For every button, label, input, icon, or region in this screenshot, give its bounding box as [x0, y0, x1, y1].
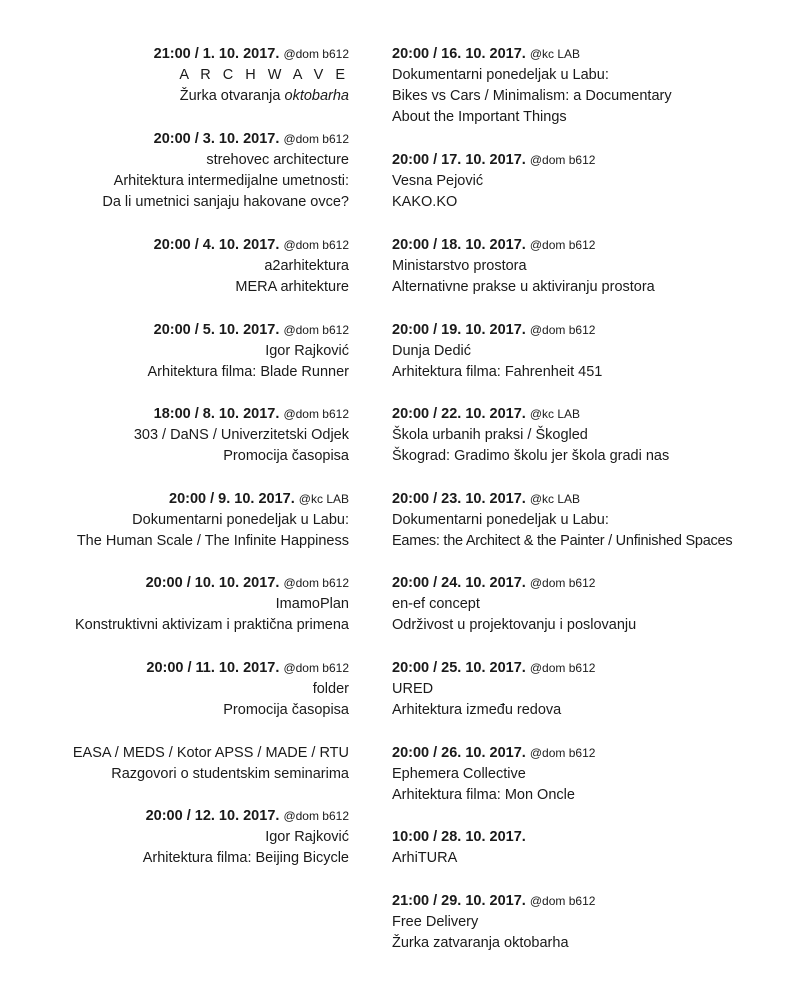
event-datetime: 20:00 / 23. 10. 2017. @kc LAB: [392, 491, 581, 507]
event-subtitle: Da li umetnici sanjaju hakovane ovce?: [102, 194, 349, 210]
event-subtitle: Eames: the Architect & the Painter / Unfinished Spaces: [392, 533, 733, 549]
event-datetime: 20:00 / 9. 10. 2017. @kc LAB: [169, 491, 349, 507]
event-title: Dunja Dedić: [392, 343, 471, 359]
event-oct-29: [392, 891, 800, 954]
event-venue: @dom b612: [283, 661, 349, 675]
event-oct-18: [392, 235, 800, 298]
event-title: Dokumentarni ponedeljak u Labu:: [132, 512, 349, 528]
event-subtitle: Arhitektura filma: Fahrenheit 451: [392, 364, 603, 380]
event-venue: @dom b612: [283, 132, 349, 146]
event-title: Free Delivery: [392, 914, 479, 930]
event-datetime: 20:00 / 10. 10. 2017. @dom b612: [145, 575, 349, 591]
event-title: Igor Rajković: [265, 829, 349, 845]
event-datetime: 20:00 / 5. 10. 2017. @dom b612: [153, 322, 349, 338]
event-subtitle: About the Important Things: [392, 109, 567, 125]
event-subtitle: Arhitektura filma: Beijing Bicycle: [142, 850, 349, 866]
event-oct-19: [392, 320, 800, 383]
event-datetime: 20:00 / 25. 10. 2017. @dom b612: [392, 660, 596, 676]
event-venue: @dom b612: [529, 576, 596, 590]
event-datetime: 20:00 / 17. 10. 2017. @dom b612: [392, 152, 596, 168]
event-subtitle: Održivost u projektovanju i poslovanju: [392, 617, 637, 633]
event-subtitle: Alternativne prakse u aktiviranju prostora: [392, 279, 655, 295]
event-subtitle: Razgovori o studentskim seminarima: [111, 766, 349, 782]
event-venue: @dom b612: [529, 238, 596, 252]
event-datetime: 20:00 / 18. 10. 2017. @dom b612: [392, 237, 596, 253]
event-subtitle: Arhitektura filma: Mon Oncle: [392, 787, 575, 803]
event-subtitle: Arhitektura između redova: [392, 702, 562, 718]
event-title: Ephemera Collective: [392, 766, 526, 782]
event-title: EASA / MEDS / Kotor APSS / MADE / RTU: [72, 745, 349, 761]
event-venue: @kc LAB: [529, 492, 581, 506]
event-oct-22: [392, 404, 800, 467]
event-oct-12: [0, 806, 349, 869]
event-title: Škola urbanih praksi / Škogled: [392, 427, 588, 443]
event-datetime: 21:00 / 1. 10. 2017. @dom b612: [153, 46, 349, 62]
event-venue: @dom b612: [283, 47, 349, 61]
event-datetime: 10:00 / 28. 10. 2017.: [392, 829, 526, 845]
event-title: Ministarstvo prostora: [392, 258, 527, 274]
event-venue: @kc LAB: [529, 407, 581, 421]
event-datetime: 20:00 / 4. 10. 2017. @dom b612: [153, 237, 349, 253]
event-oct-28: [392, 827, 800, 869]
event-title: 303 / DaNS / Univerzitetski Odjek: [133, 427, 349, 443]
event-subtitle: Konstruktivni aktivizam i praktična primena: [75, 617, 349, 633]
event-venue: @dom b612: [529, 153, 596, 167]
event-subtitle: Promocija časopisa: [223, 702, 349, 718]
event-oct-03: [0, 129, 349, 213]
event-venue: @kc LAB: [529, 47, 581, 61]
event-title: ArhiTURA: [392, 850, 458, 866]
event-datetime: 20:00 / 26. 10. 2017. @dom b612: [392, 745, 596, 761]
event-oct-25: [392, 658, 800, 721]
event-venue: @dom b612: [283, 238, 349, 252]
event-subtitle: The Human Scale / The Infinite Happiness: [76, 533, 349, 549]
event-datetime: 20:00 / 22. 10. 2017. @kc LAB: [392, 406, 581, 422]
event-oct-01: [0, 44, 349, 107]
event-datetime: 20:00 / 12. 10. 2017. @dom b612: [145, 808, 349, 824]
event-oct-24: [392, 573, 800, 636]
event-title: folder: [312, 681, 349, 697]
event-datetime: 20:00 / 11. 10. 2017. @dom b612: [146, 660, 349, 676]
event-venue: @dom b612: [529, 746, 596, 760]
event-oct-23: [392, 489, 800, 552]
event-datetime: 21:00 / 29. 10. 2017. @dom b612: [392, 893, 596, 909]
event-datetime: 20:00 / 16. 10. 2017. @kc LAB: [392, 46, 581, 62]
event-subtitle: Arhitektura intermedijalne umetnosti:: [113, 173, 349, 189]
event-venue: @kc LAB: [298, 492, 349, 506]
event-oct-05: [0, 320, 349, 383]
event-subtitle: MERA arhitekture: [235, 279, 349, 295]
event-title: a2arhitektura: [264, 258, 349, 274]
event-title: A R C H W A V E: [179, 67, 349, 83]
event-tagline: Žurka otvaranja oktobarha: [179, 88, 349, 104]
event-title: Dokumentarni ponedeljak u Labu:: [392, 67, 609, 83]
event-venue: @dom b612: [529, 661, 596, 675]
event-venue: @dom b612: [283, 407, 349, 421]
event-venue: @dom b612: [283, 576, 349, 590]
event-oct-04: [0, 235, 349, 298]
event-title: URED: [392, 681, 434, 697]
event-datetime: 20:00 / 24. 10. 2017. @dom b612: [392, 575, 596, 591]
event-title: en-ef concept: [392, 596, 480, 612]
event-subtitle: Bikes vs Cars / Minimalism: a Documentary: [392, 88, 672, 104]
event-oct-17: [392, 150, 800, 213]
event-title: strehovec architecture: [206, 152, 349, 168]
event-subtitle: Škograd: Gradimo školu jer škola gradi nas: [392, 448, 670, 464]
event-datetime: 20:00 / 19. 10. 2017. @dom b612: [392, 322, 596, 338]
event-venue: @dom b612: [529, 894, 596, 908]
event-subtitle: Žurka zatvaranja oktobarha: [392, 935, 569, 951]
event-title: Dokumentarni ponedeljak u Labu:: [392, 512, 609, 528]
event-subtitle: Arhitektura filma: Blade Runner: [147, 364, 349, 380]
event-oct-11: [0, 658, 349, 721]
event-venue: @dom b612: [283, 809, 349, 823]
event-oct-16: [392, 44, 800, 128]
event-datetime: 20:00 / 3. 10. 2017. @dom b612: [153, 131, 349, 147]
event-title: Igor Rajković: [265, 343, 349, 359]
event-subtitle: KAKO.KO: [392, 194, 458, 210]
event-venue: @dom b612: [529, 323, 596, 337]
event-oct-09: [0, 489, 349, 552]
event-datetime: 18:00 / 8. 10. 2017. @dom b612: [153, 406, 349, 422]
event-venue: @dom b612: [283, 323, 349, 337]
event-title: Vesna Pejović: [392, 173, 484, 189]
event-oct-10: [0, 573, 349, 636]
event-oct-08: [0, 404, 349, 467]
event-oct-26: [392, 743, 800, 806]
event-title: ImamoPlan: [275, 596, 349, 612]
event-subtitle: Promocija časopisa: [223, 448, 349, 464]
event-seminars: [0, 743, 349, 785]
